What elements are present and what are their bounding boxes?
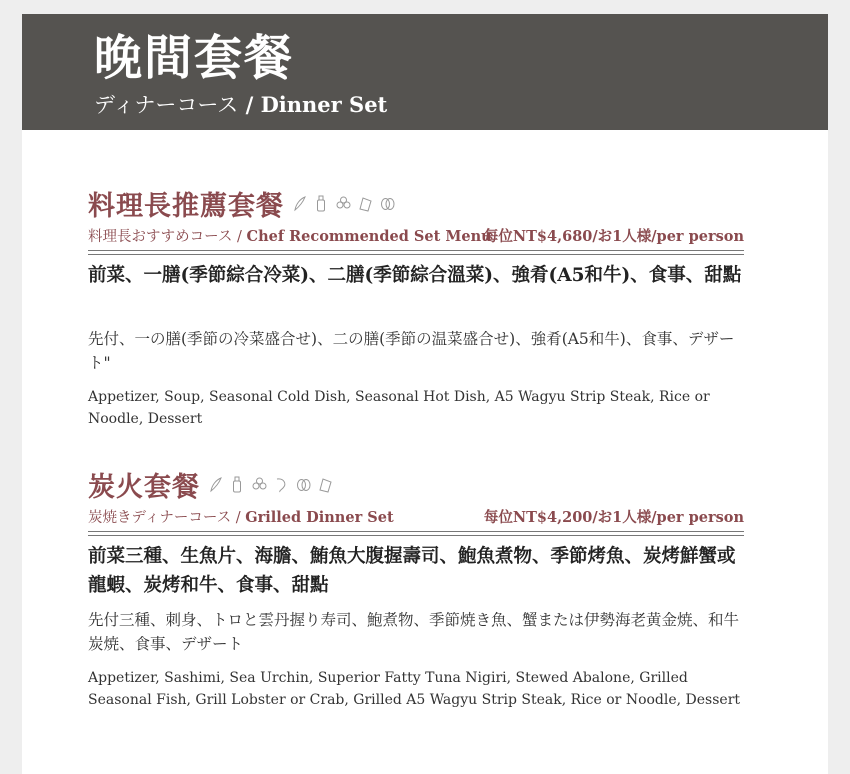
section-title [88,466,333,502]
items-chinese: 前菜、一膳(季節綜合冷菜)、二膳(季節綜合溫菜)、強肴(A5和牛)、食事、甜點 [88,265,742,286]
subtitle-jp: 料理長おすすめコース / [88,229,247,245]
items-english: Appetizer, Soup, Seasonal Cold Dish, Seasonal Hot Dish, A5 Wagyu Strip Steak, Rice or Noodle, Dessert [88,389,710,427]
flower-icon [252,476,267,493]
egg-icon [380,195,395,212]
divider [88,250,744,251]
section-title [88,185,395,221]
herb-icon [292,195,307,212]
cheese-icon [318,476,333,493]
subtitle-en: / Dinner Set [238,92,388,117]
price-label: 每位NT$4,680/お1人様/per person [483,228,744,245]
section-subtitle [88,506,744,528]
subtitle-en: Chef Recommended Set Menu [246,228,492,245]
menu-header [22,14,828,130]
divider [88,254,744,255]
flower-icon [336,195,351,212]
section-subtitle [88,225,744,247]
cheese-icon [358,195,373,212]
bottle-icon [314,195,329,212]
subtitle-en: Grilled Dinner Set [245,509,394,526]
allergen-icons [292,195,395,212]
subtitle-jp: 炭焼きディナーコース / [88,510,246,526]
items-japanese: 先付、一の膳(季節の冷菜盛合せ)、二の膳(季節の温菜盛合せ)、強肴(A5和牛)、食事、デザート" [88,330,735,372]
page-title: 晚間套餐 [94,30,295,86]
egg-icon [296,476,311,493]
shrimp-icon [274,476,289,493]
herb-icon [208,476,223,493]
allergen-icons [208,476,333,493]
price-label: 每位NT$4,200/お1人様/per person [483,509,744,526]
section-title-text: 料理長推薦套餐 [88,190,284,222]
menu-page [22,14,828,774]
items-japanese: 先付三種、刺身、トロと雲丹握り寿司、鮑煮物、季節焼き魚、蟹または伊勢海老黄金焼、和牛炭焼、食事、デザート [88,611,740,653]
section-title-text: 炭火套餐 [88,471,200,503]
items-chinese: 前菜三種、生魚片、海膽、鮪魚大腹握壽司、鮑魚煮物、季節烤魚、炭烤鮮蟹或龍蝦、炭烤和牛、食事、甜點 [88,546,736,596]
divider [88,535,744,536]
divider [88,531,744,532]
subtitle-jp: ディナーコース [94,93,239,117]
items-english: Appetizer, Sashimi, Sea Urchin, Superior Fatty Tuna Nigiri, Stewed Abalone, Grilled Seasonal Fish, Grill Lobster or Crab, Grilled A5 Wagyu Strip Steak, Rice or Noodle, Dessert [88,670,741,708]
bottle-icon [230,476,245,493]
page-subtitle [94,92,387,118]
